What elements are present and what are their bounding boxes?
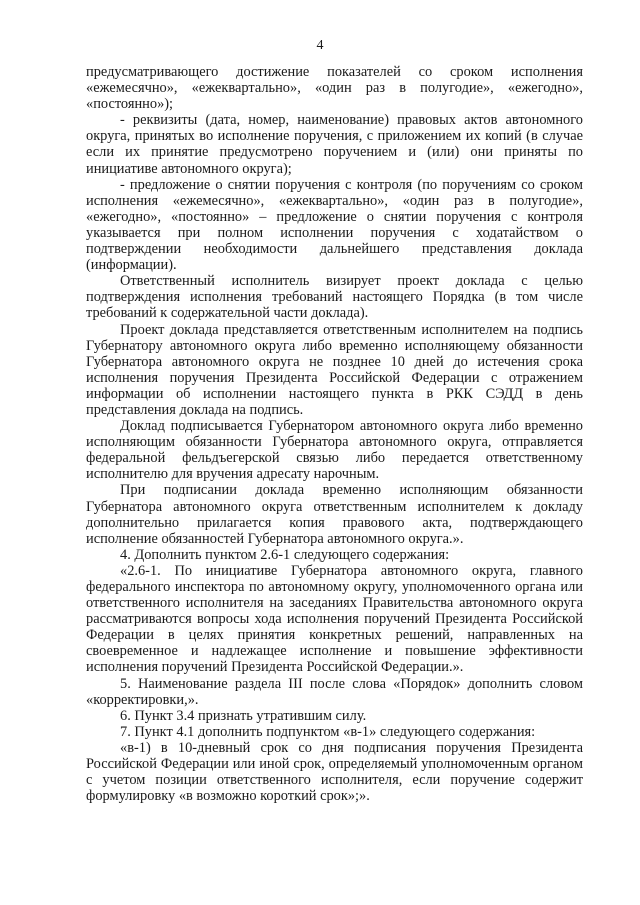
paragraph-10: 5. Наименование раздела III после слова «Порядок» дополнить словом «корректировки,». [86, 675, 583, 708]
paragraph-3: - предложение о снятии поручения с контроля (по поручениям со сроком исполнения «ежемесячно», «ежеквартально», «один раз в полугодие», «ежегодно», «постоянно» – предложение о снятии поручения с контроля указывается при полном исполнении поручения с ходатайством о подтверждении необходимости дальнейшего представления доклада (информации). [86, 176, 583, 274]
paragraph-8: 4. Дополнить пунктом 2.6-1 следующего содержания: [120, 546, 450, 563]
paragraph-9: «2.6-1. По инициативе Губернатора автономного округа, главного федерального инспектора по автономному округу, уполномоченного органа или ответственного исполнителя на заседаниях Правительства автономного округа рассматриваются вопросы хода исполнения поручений Президента Российской Федерации в целях принятия конкретных решений, направленных на своевременное и надлежащее исполнение и повышение эффективности исполнения поручений Президента Российской Федерации.». [86, 562, 583, 676]
paragraph-12: 7. Пункт 4.1 дополнить подпунктом «в-1» следующего содержания: [120, 723, 536, 740]
paragraph-6: Доклад подписывается Губернатором автономного округа либо временно исполняющим обязанности Губернатора автономного округа, отправляется федеральной фельдъегерской связью либо передается ответственному исполнителю для вручения адресату нарочным. [86, 418, 583, 483]
page-number: 4 [316, 38, 324, 53]
document-body [86, 64, 583, 804]
paragraph-1: предусматривающего достижение показателей со сроком исполнения «ежемесячно», «ежеквартально», «один раз в полугодие», «ежегодно», «постоянно»); [86, 64, 583, 113]
paragraph-13: «в-1) в 10-дневный срок со дня подписания поручения Президента Российской Федерации или иной срок, определяемый уполномоченным органом с учетом позиции ответственного исполнителя, если поручение содержит формулировку «в возможно короткий срок»;». [86, 739, 583, 805]
paragraph-2: - реквизиты (дата, номер, наименование) правовых актов автономного округа, принятых во исполнение поручения, с приложением их копий (в случае если их принятие предусмотрено поручением и (или) они приняты по инициативе автономного округа); [86, 112, 583, 177]
paragraph-11: 6. Пункт 3.4 признать утратившим силу. [120, 707, 367, 724]
paragraph-7: При подписании доклада временно исполняющим обязанности Губернатора автономного округа ответственным исполнителем к докладу дополнительно прилагается копия правового акта, подтверждающего исполнение обязанностей Губернатора автономного округа.». [86, 482, 583, 547]
paragraph-4: Ответственный исполнитель визирует проект доклада с целью подтверждения исполнения требований настоящего Порядка (в том числе требований к содержательной части доклада). [86, 273, 583, 322]
paragraph-5: Проект доклада представляется ответственным исполнителем на подпись Губернатору автономного округа либо временно исполняющему обязанности Губернатора автономного округа не позднее 10 дней до истечения срока исполнения поручения Президента Российской Федерации с отражением информации об исполнении настоящего пункта в РКК СЭДД в день представления доклада на подпись. [86, 321, 583, 418]
